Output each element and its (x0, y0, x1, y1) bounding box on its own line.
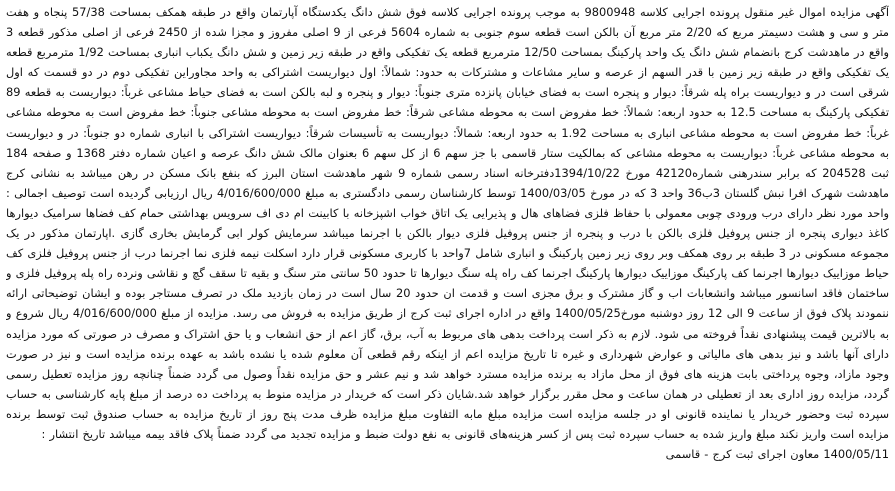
auction-notice (6, 2, 889, 489)
notice-footer: 1400/05/11 معاون اجرای ثبت کرج - قاسمی (665, 447, 889, 462)
notice-body: آگهی مزایده اموال غیر منقول پرونده اجرایی کلاسه 9800948 به موجب پرونده اجرایی کلاسه فوق شش دانگ یکدستگاه آپارتمان واقع در طبقه همکف بمساحت 57/38 پنجاه و هفت متر و سی و هشت دسیمتر مربع که 2/20 متر مربع آن بالکن است قطعه سوم جنوبی به شماره 5604 فرعی از 9 اصلی مفروز و مجزا شده از 2450 فرعی از اصلی مذکور قطعه 3 واقع در ماهدشت کرج بانضمام شش دانگ یک واحد پارکینگ بمساحت 12/50 مترمربع قطعه یک تفکیکی واقع در طبقه زیر زمین و شش دانگ یکباب انباری بمساحت 1/92 مترمربع قطعه یک تفکیکی واقع در طبقه زیر زمین با قدر السهم از عرصه و سایر مشاعات و مشترکات به حدود: شمالاً: اول دیواریست اشتراکی به واحد مجاوراین تفکیکی دوم در دو قسمت که اول شرقی است در و دیواریست براه پله شرقاً: دیوار و پنجره است به فضای خیابان پانزده متری جنوباً: دیوار و پنجره و لبه بالکن است به فضای حیاط مشاعی غرباً: دیواریست به قطعه 89 تفکیکی پارکینگ به مساحت 12.5 به حدود اربعه: شمالاً: خط مفروض است به محوطه مشاعی شرقاً: خط مفروض است به محوطه مشاعی جنوباً: خط مفروض است به محوطه مشاعی غرباً: خط مفروض است به محوطه مشاعی انباری به مساحت 1.92 به حدود اربعه: شمالاً: دیواریست به تأسیسات شرقاً: دیواریست اشتراکی با انباری شماره دو جنوباً: در و دیواریست به محوطه مشاعی غرباً: دیواریست به محوطه مشاعی که بمالکیت ستار قاسمی با جز سهم 6 از کل سهم 6 بعنوان مالک شش دانگ عرصه و اعیان شماره دفتر 1368 و صفحه 184 ثبت 204528 که برابر سندرهنی شماره42120 مورخ 1394/10/22دفترخانه اسناد رسمی شماره 9 شهر ماهدشت استان البرز که بنفع بانک مسکن در رهن میباشد به نشانی کرج ماهدشت شهرک افرا نبش گلستان 3ب36 واحد 3 که در مورخ 1400/03/05 توسط کارشناسان رسمی دادگستری به مبلغ 4/016/600/000 ریال ارزیابی گردیده است توصیف اجمالی : واحد مورد نظر دارای درب ورودی چوبی معمولی با حفاظ فلزی فضاهای هال و پذیرایی یک اتاق خواب اشپزخانه با کابینت ام دی اف سرویس بهداشتی حمام کف فضاها سرامیک دیوارها کاغذ دیواری پنجره از جنس پروفیل فلزی بالکن با درب و پنجره از جنس پروفیل فلزی دیوار بالکن با اجرنما میباشد سرمایش کولر ابی گرمایش بخاری گازی .اپارتمان مذکور در یک مجموعه مسکونی در 3 طبقه بر روی همکف وبر روی زیر زمین پارکینگ و انباری شامل 7واحد با کاربری مسکونی قرار دارد اسکلت نیمه فلزی نما اجرنما درب از جنس پروفیل فلزی کف حیاط موزاییک دیوارها اجرنما کف پارکینگ موزاییک دیوارها پارکینگ اجرنما کف راه پله سنگ دیوارها تا حدود 50 سانتی متر سنگ و بقیه تا سقف گچ و نقاشی ونرده راه پله پروفیل فلزی و ساختمان فاقد اسانسور میباشد وانشعابات اب و گاز مشترک و برق مجزی است و قدمت ان حدود 20 سال است در زمان بازدید ملک در تصرف مستاجر بوده و ایشان توضیحاتی ارائه ننمودند پلاک فوق از ساعت 9 الی 12 روز دوشنبه مورخ1400/05/25 واقع در اداره اجرای ثبت کرج از طریق مزایده به فروش می رسد. مزایده از مبلغ 4/016/600/000 ریال شروع و به بالاترین قیمت پیشنهادی نقداً فروخته می شود. لازم به ذکر است پرداخت بدهی های مربوط به آب، برق، گاز اعم از حق انشعاب و یا حق اشتراک و مصرف در صورتی که مورد مزایده دارای آنها باشد و نیز بدهی های مالیاتی و عوارض شهرداری و غیره تا تاریخ مزایده اعم از اینکه رقم قطعی آن معلوم شده یا نشده باشد به عهده برنده مزایده است و نیز در صورت وجود مازاد، وجوه پرداختی بابت هزینه های فوق از محل مازاد به برنده مزایده مسترد خواهد شد و نیم عشر و حق مزایده نقداً وصول می گردد ضمناً چنانچه روز مزایده تعطیل رسمی گردد، مزایده روز اداری بعد از تعطیلی در همان ساعت و محل مقرر برگزار خواهد شد.شایان ذکر است که خریدار در مزایده منوط به پرداخت ده درصد از مبلغ پایه کارشناسی به حساب سپرده ثبت وحضور خریدار یا نماینده قانونی او در جلسه مزایده است مزایده مبلغ مابه التفاوت مبلغ مزایده ظرف مدت پنج روز از تاریخ مزایده به حساب صندوق ثبت توسط برنده مزایده است واریز نکند مبلغ واریز شده به حساب سپرده ثبت پس از کسر هزینه‌های قانونی به نفع دولت ضبط و مزایده تجدید می گردد ضمناً پلاک فاقد بیمه میباشد تاریخ انتشار : (6, 5, 889, 441)
